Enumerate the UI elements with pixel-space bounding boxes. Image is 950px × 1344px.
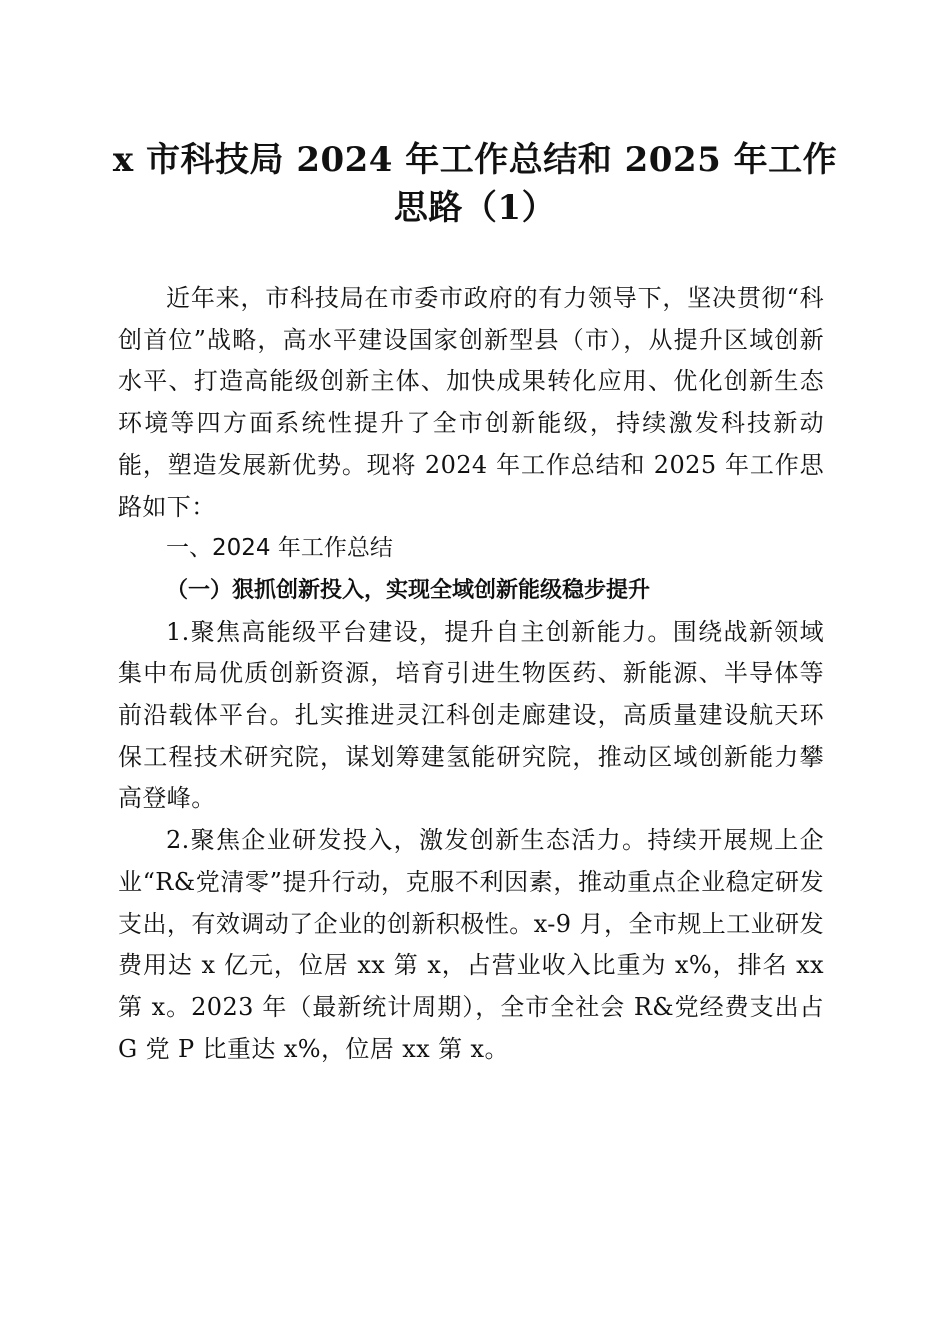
section-heading: 一、2024 年工作总结 [166, 535, 393, 562]
intro-paragraph: 近年来，市科技局在市委市政府的有力领导下，坚决贯彻“科创首位”战略，高水平建设国家创新型县（市），从提升区域创新水平、打造高能级创新主体、加快成果转化应用、优化创新生态环境等四方面系统性提升了全市创新能级，持续激发科技新动能，塑造发展新优势。现将 2024 年工作总结和 2025 年工作思路如下： [118, 284, 824, 521]
document-title: x 市科技局 2024 年工作总结和 2025 年工作思路（1） [112, 140, 838, 228]
item-paragraph-1: 1.聚焦高能级平台建设，提升自主创新能力。围绕战新领域集中布局优质创新资源，培育引进生物医药、新能源、半导体等前沿载体平台。扎实推进灵江科创走廊建设，高质量建设航天环保工程技术研究院，谋划筹建氢能研究院，推动区域创新能力攀高登峰。 [118, 617, 824, 813]
item-paragraph-2: 2.聚焦企业研发投入，激发创新生态活力。持续开展规上企业“R&党清零”提升行动，克服不利因素，推动重点企业稳定研发支出，有效调动了企业的创新积极性。x-9 月，全市规上工业研发费用达 x 亿元，位居 xx 第 x，占营业收入比重为 x%，排名 xx 第 x。2023 年（最新统计周期），全市全社会 R&党经费支出占 G 党 P 比重达 x%，位居 xx 第 x。 [118, 826, 824, 1063]
subsection-heading: （一）狠抓创新投入，实现全域创新能级稳步提升 [166, 576, 651, 603]
document-body [118, 278, 824, 1070]
